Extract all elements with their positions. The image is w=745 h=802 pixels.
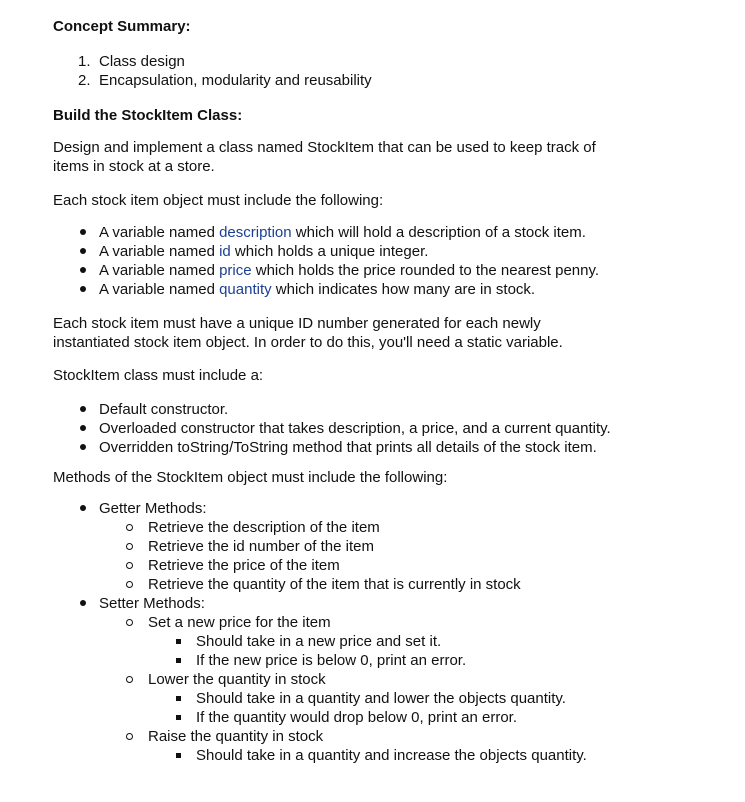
- methods-lead-text: Methods of the StockItem object must include the following:: [53, 469, 448, 486]
- bullet-disc-icon: [80, 600, 86, 606]
- bullet-circle-icon: [126, 562, 133, 569]
- variable-item: A variable named id which holds a unique integer.: [99, 243, 429, 260]
- intro-text: Design and implement a class named StockItem that can be used to keep track of: [53, 139, 596, 156]
- bullet-square-icon: [176, 658, 181, 663]
- bullet-circle-icon: [126, 733, 133, 740]
- object-lead-text: Each stock item object must include the following:: [53, 192, 384, 209]
- numbered-item: Class design: [99, 53, 185, 70]
- setter-group-label: Lower the quantity in stock: [148, 671, 326, 688]
- bullet-circle-icon: [126, 524, 133, 531]
- variable-term: price: [219, 262, 252, 279]
- getter-item: Retrieve the id number of the item: [148, 538, 374, 555]
- bullet-circle-icon: [126, 619, 133, 626]
- class-item: Default constructor.: [99, 401, 229, 418]
- variable-item: A variable named price which holds the price rounded to the nearest penny.: [99, 262, 600, 279]
- bullet-square-icon: [176, 753, 181, 758]
- bullet-disc-icon: [80, 406, 86, 412]
- setter-group-label: Raise the quantity in stock: [148, 728, 324, 745]
- bullet-circle-icon: [126, 581, 133, 588]
- concept-summary-heading: Concept Summary:: [53, 18, 191, 35]
- variable-term: quantity: [219, 281, 272, 298]
- bullet-circle-icon: [126, 676, 133, 683]
- numbered-item: Encapsulation, modularity and reusability: [99, 72, 372, 89]
- bullet-disc-icon: [80, 286, 86, 292]
- bullet-disc-icon: [80, 248, 86, 254]
- intro-text: items in stock at a store.: [53, 158, 215, 175]
- variable-term: id: [219, 243, 231, 260]
- getter-label: Getter Methods:: [99, 500, 207, 517]
- setter-group-label: Set a new price for the item: [148, 614, 331, 631]
- setter-detail: If the new price is below 0, print an error.: [196, 652, 467, 669]
- bullet-disc-icon: [80, 267, 86, 273]
- setter-detail: Should take in a quantity and increase the objects quantity.: [196, 747, 587, 764]
- getter-item: Retrieve the price of the item: [148, 557, 340, 574]
- variable-item: A variable named description which will hold a description of a stock item.: [99, 224, 586, 241]
- getter-item: Retrieve the quantity of the item that is currently in stock: [148, 576, 521, 593]
- class-item: Overridden toString/ToString method that prints all details of the stock item.: [99, 439, 597, 456]
- bullet-disc-icon: [80, 444, 86, 450]
- setter-detail: If the quantity would drop below 0, print an error.: [196, 709, 518, 726]
- getter-item: Retrieve the description of the item: [148, 519, 380, 536]
- id-text: instantiated stock item object. In order to do this, you'll need a static variable.: [53, 334, 563, 351]
- class-item: Overloaded constructor that takes description, a price, and a current quantity.: [99, 420, 611, 437]
- numbered-marker: 1.: [78, 53, 91, 70]
- bullet-square-icon: [176, 715, 181, 720]
- numbered-marker: 2.: [78, 72, 91, 89]
- bullet-disc-icon: [80, 425, 86, 431]
- class-lead-text: StockItem class must include a:: [53, 367, 264, 384]
- bullet-disc-icon: [80, 229, 86, 235]
- build-heading: Build the StockItem Class:: [53, 107, 243, 124]
- variable-item: A variable named quantity which indicates how many are in stock.: [99, 281, 536, 298]
- id-text: Each stock item must have a unique ID number generated for each newly: [53, 315, 541, 332]
- variable-term: description: [219, 224, 292, 241]
- setter-label: Setter Methods:: [99, 595, 205, 612]
- bullet-square-icon: [176, 639, 181, 644]
- bullet-disc-icon: [80, 505, 86, 511]
- bullet-square-icon: [176, 696, 181, 701]
- setter-detail: Should take in a new price and set it.: [196, 633, 442, 650]
- setter-detail: Should take in a quantity and lower the objects quantity.: [196, 690, 566, 707]
- bullet-circle-icon: [126, 543, 133, 550]
